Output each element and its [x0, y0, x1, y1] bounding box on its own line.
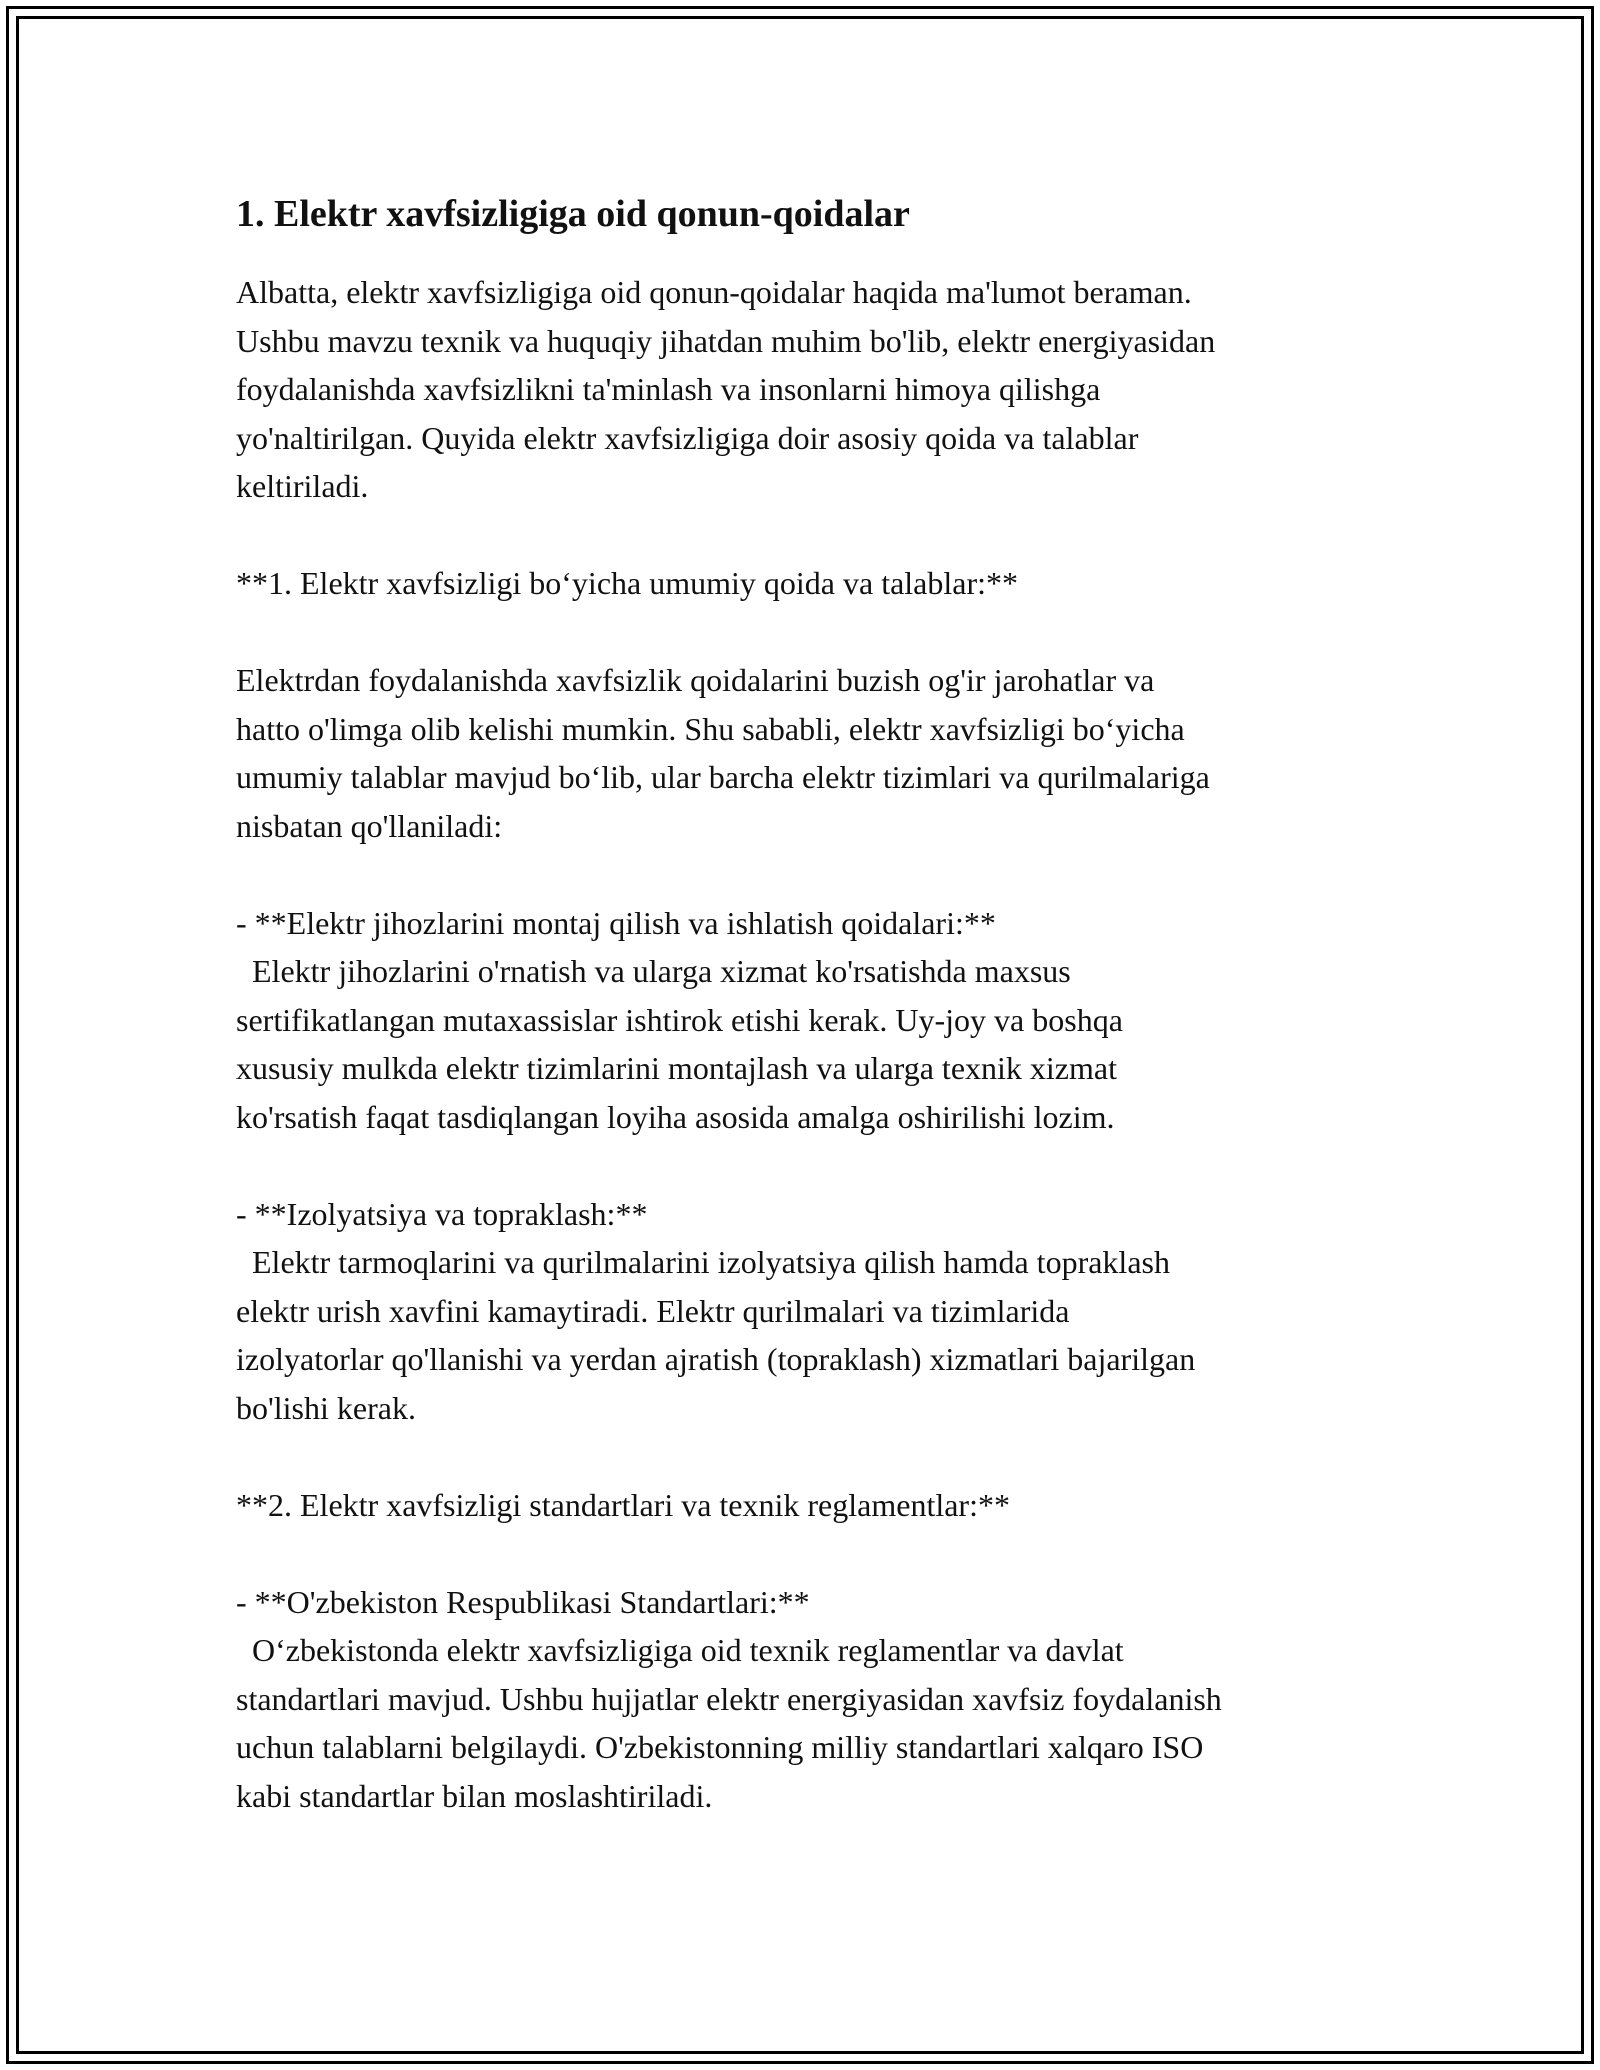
- section-heading-1: **1. Elektr xavfsizligi bo‘yicha umumiy qoida va talablar:**: [236, 565, 1019, 601]
- paragraph-spacer: [236, 608, 1376, 657]
- intro-paragraph: Albatta, elektr xavfsizligiga oid qonun-qoidalar haqida ma'lumot beraman. Ushbu mavzu texnik va huquqiy jihatdan muhim bo'lib, elektr energiyasidan foydalanishda xavfsizlikni ta'minlash va insonlarni himoya qilishga yo'naltirilgan. Quyida elektr xavfsizligiga doir asosiy qoida va talablar keltiriladi.: [236, 274, 1216, 504]
- section-heading-2: **2. Elektr xavfsizligi standartlari va texnik reglamentlar:**: [236, 1486, 1010, 1523]
- list-item-izolyatsiya: - **Izolyatsiya va topraklash:** Elektr tarmoqlarini va qurilmalarini izolyatsiya qilish hamda topraklash elektr urish xavfini kamaytiradi. Elektr qurilmalari va tizimlarida izolyatorlar qo'llanishi va yerdan ajratish (topraklash) xizmatlari bajarilgan bo'lishi kerak.: [236, 1195, 1196, 1426]
- list-item-standartlar: - **O'zbekiston Respublikasi Standartlari:** O‘zbekistonda elektr xavfsizligiga oid texnik reglamentlar va davlat standartlari mavjud. Ushbu hujjatlar elektr energiyasidan xavfsiz foydalanish uchun talablarni belgilaydi. O'zbekistonning milliy standartlari xalqaro ISO kabi standartlar bilan moslashtiriladi.: [236, 1583, 1222, 1814]
- document-title: 1. Elektr xavfsizligiga oid qonun-qoidalar: [236, 193, 910, 235]
- paragraph-spacer: [236, 511, 1376, 560]
- paragraph-spacer: [236, 850, 1376, 899]
- list-item-montaj: - **Elektr jihozlarini montaj qilish va ishlatish qoidalari:** Elektr jihozlarini o'rnatish va ularga xizmat ko'rsatishda maxsus sertifikatlangan mutaxassislar ishtirok etishi kerak. Uy-joy va boshqa xususiy mulkda elektr tizimlarini montajlash va ularga texnik xizmat ko'rsatish faqat tasdiqlangan loyiha asosida amalga oshirilishi lozim.: [236, 904, 1123, 1135]
- paragraph-spacer: [236, 1432, 1376, 1481]
- paragraph-spacer: [236, 1141, 1376, 1190]
- paragraph-spacer: [236, 1529, 1376, 1578]
- document-body: [236, 188, 1376, 1820]
- section-1-paragraph: Elektrdan foydalanishda xavfsizlik qoidalarini buzish og'ir jarohatlar va hatto o'limga olib kelishi mumkin. Shu sababli, elektr xavfsizligi bo‘yicha umumiy talablar mavjud bo‘lib, ular barcha elektr tizimlari va qurilmalariga nisbatan qo'llaniladi:: [236, 662, 1210, 844]
